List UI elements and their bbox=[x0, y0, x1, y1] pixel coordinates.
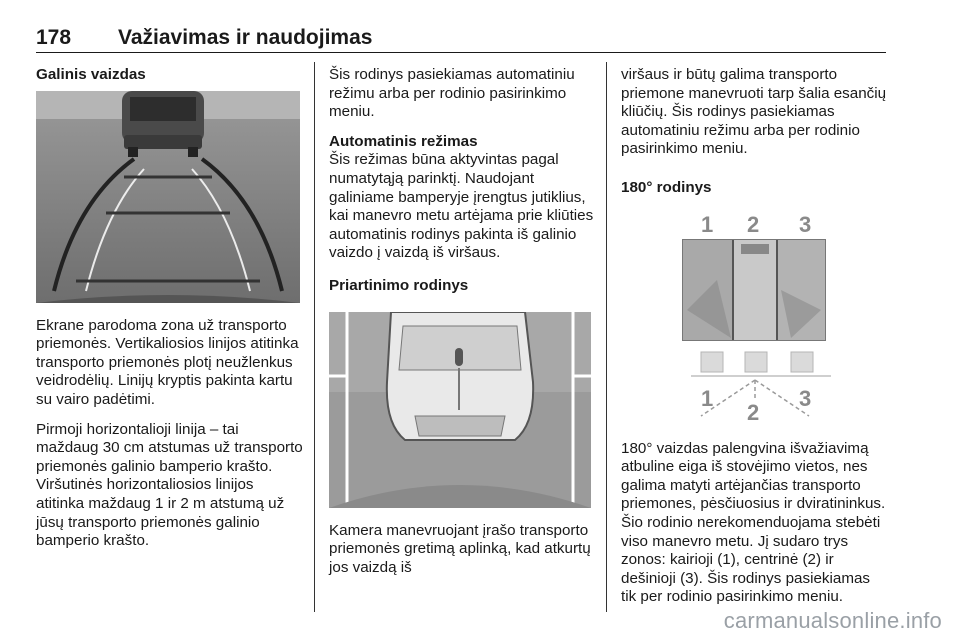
rear-view-paragraph-2: Pirmoji horizontalioji linija – tai maždaug 30 cm atstumas už transporto priemonės galinio bamperio krašto. Viršutinės horizontaliosios linijos atitinka maždaug 1 ir 2 m atstumą už jūsų transporto priemonės galinio bamperio krašto. bbox=[36, 420, 303, 550]
fig-label-top-1: 1 bbox=[701, 211, 714, 237]
column-divider-2 bbox=[606, 62, 607, 612]
section-heading-rear-view: Galinis vaizdas bbox=[36, 66, 146, 83]
view-180-heading: 180° rodinys bbox=[621, 178, 712, 196]
view-180-figure bbox=[621, 210, 885, 426]
automatic-mode-text: Šis režimas būna aktyvintas pagal numatytąją parinktį. Naudojant galiniame bamperyje įrengtus jutiklius, kai manevro metu artėjama prie kliūties automatinis rodinys pakinta iš galinio vaizdo į vaizdą iš viršaus. bbox=[329, 151, 594, 262]
header-rule bbox=[36, 52, 886, 53]
column-2 bbox=[329, 66, 595, 588]
continuation-paragraph: viršaus ir būtų galima transporto priemone manevruoti tarp šalia esančių kliūčių. Šis rodinys pasiekiamas automatiniu režimu arba per rodinio pasirinkimo meniu. bbox=[621, 66, 887, 158]
page-number: 178 bbox=[36, 26, 72, 49]
column-3 bbox=[621, 66, 889, 618]
fig-label-bottom-3: 3 bbox=[799, 385, 812, 411]
approach-view-figure bbox=[329, 312, 591, 508]
fig-label-top-3: 3 bbox=[799, 211, 812, 237]
intro-paragraph: Šis rodinys pasiekiamas automatiniu režimu arba per rodinio pasirinkimo meniu. bbox=[329, 66, 575, 121]
approach-view-heading: Priartinimo rodinys bbox=[329, 276, 469, 294]
rear-view-camera-figure bbox=[36, 91, 300, 303]
automatic-mode-heading: Automatinis režimas bbox=[329, 132, 478, 150]
view-180-paragraph: 180° vaizdas palengvina išvažiavimą atbuline eiga iš stovėjimo vietos, nes galima matyti artėjančias transporto priemones, pėsčiuosius ir dviratininkus. Šio rodinio nerekomenduojama stebėti viso manevro metu. Jį sudaro trys zonos: kairioji (1), centrinė (2) ir dešinioji (3). Šis rodinys pasiekiamas tik per rodinio pasirinkimo meniu. bbox=[621, 439, 886, 606]
approach-view-caption: Kamera manevruojant įrašo transporto priemonės gretimą aplinką, kad atkurtų jos vaizdą iš bbox=[329, 521, 591, 576]
watermark: carmanualsonline.info bbox=[723, 608, 942, 633]
fig-label-bottom-2: 2 bbox=[747, 399, 760, 425]
fig-label-bottom-1: 1 bbox=[701, 385, 714, 411]
page-header bbox=[36, 26, 886, 52]
column-divider-1 bbox=[314, 62, 315, 612]
fig-label-top-2: 2 bbox=[747, 211, 760, 237]
page-title: Važiavimas ir naudojimas bbox=[118, 26, 373, 49]
rear-view-paragraph-1: Ekrane parodoma zona už transporto priemonės. Vertikaliosios linijos atitinka transporto priemonės plotį neužlenkus veidrodėlių. Linijų kryptis pakinta kartu su vairo padėtimi. bbox=[36, 316, 299, 408]
column-1 bbox=[36, 66, 304, 562]
